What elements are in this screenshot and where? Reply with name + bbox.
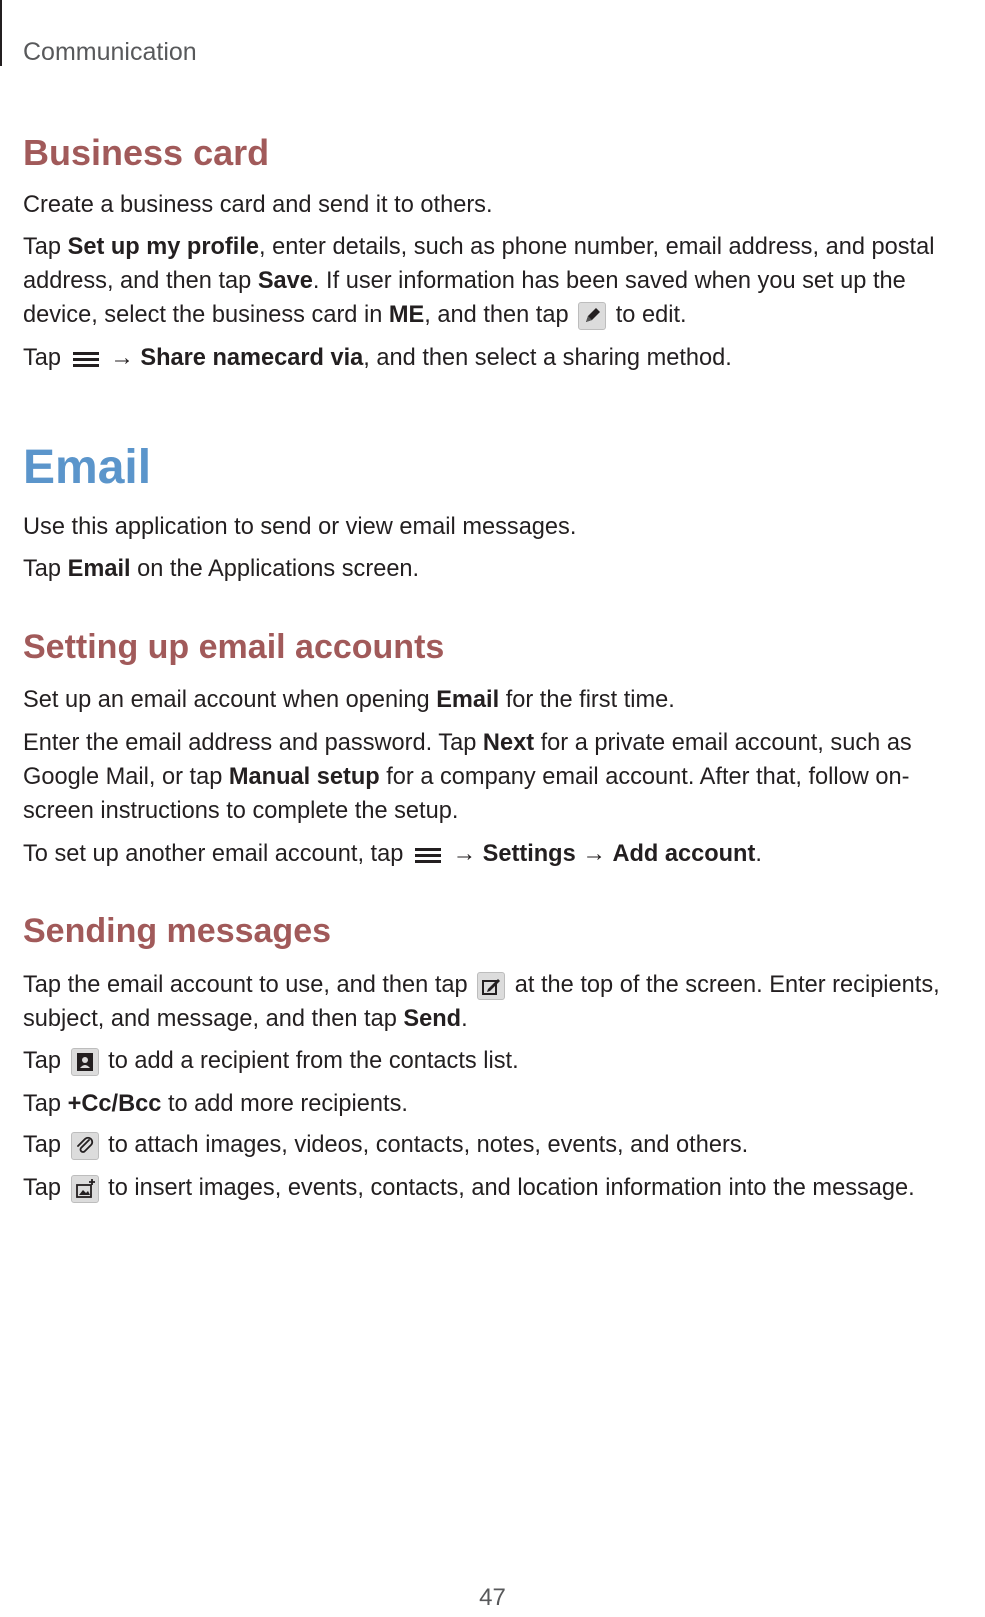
send-label: Send: [403, 1006, 462, 1032]
sending-messages-heading: Sending messages: [23, 912, 332, 950]
setting-up-accounts-heading: Setting up email accounts: [23, 628, 445, 666]
compose-instructions: Tap the email account to use, and then tap at the top of the screen. Enter recipients, subject, and message, and then tap Send.: [23, 972, 940, 1032]
setup-instructions: Enter the email address and password. Tap Next for a private email account, such as Google Mail, or tap Manual setup for a company email account. After that, follow on-screen instructions to complete the setup.: [23, 730, 912, 824]
paperclip-icon: [71, 1132, 99, 1160]
insert-image-icon: [71, 1175, 99, 1203]
menu-icon: [71, 348, 101, 370]
cc-bcc-label: +Cc/Bcc: [67, 1091, 162, 1117]
add-account-label: Add account: [612, 841, 756, 867]
insert-instructions: Tap to insert images, events, contacts, and location information into the message.: [23, 1175, 915, 1201]
business-card-instructions: Tap Set up my profile, enter details, such as phone number, email address, and postal address, and then tap Save. If user information has been saved when you set up the device, select the business card in ME, and then tap to edit.: [23, 234, 935, 328]
settings-label: Settings: [482, 841, 576, 867]
email-heading: Email: [23, 441, 152, 494]
share-namecard-instructions: Tap → Share namecard via, and then select a sharing method.: [23, 345, 732, 371]
menu-icon: [413, 844, 443, 866]
email-label: Email: [67, 556, 131, 582]
email-intro: Use this application to send or view email messages.: [23, 514, 577, 540]
contact-icon: [71, 1048, 99, 1076]
email-launch-instructions: Tap Email on the Applications screen.: [23, 556, 420, 582]
setup-first-time-text: Set up an email account when opening Email for the first time.: [23, 687, 675, 713]
share-namecard-via-label: Share namecard via: [140, 345, 364, 371]
compose-icon: [477, 972, 505, 1000]
page-margin-rule: [0, 0, 2, 66]
cc-bcc-instructions: Tap +Cc/Bcc to add more recipients.: [23, 1091, 408, 1117]
attach-instructions: Tap to attach images, videos, contacts, notes, events, and others.: [23, 1132, 749, 1158]
add-account-instructions: To set up another email account, tap → Settings → Add account.: [23, 841, 762, 867]
pencil-icon: [578, 302, 606, 330]
business-card-intro: Create a business card and send it to others.: [23, 192, 493, 218]
next-label: Next: [482, 730, 535, 756]
business-card-heading: Business card: [23, 132, 270, 173]
add-recipient-instructions: Tap to add a recipient from the contacts list.: [23, 1048, 519, 1074]
page-number: 47: [479, 1584, 506, 1611]
manual-setup-label: Manual setup: [228, 764, 380, 790]
me-label: ME: [388, 302, 425, 328]
set-up-my-profile-label: Set up my profile: [67, 234, 260, 260]
section-label: Communication: [23, 38, 197, 66]
save-label: Save: [257, 268, 313, 294]
